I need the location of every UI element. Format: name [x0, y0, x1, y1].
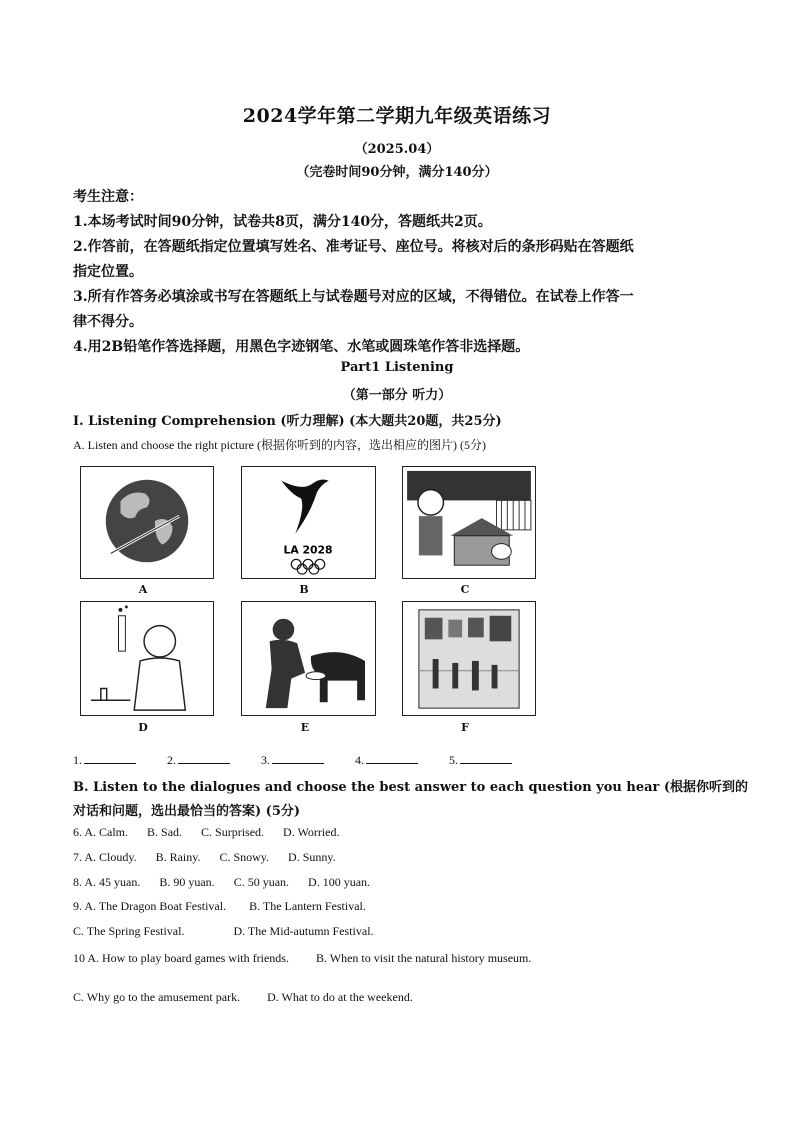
- section-b-heading-1: B. Listen to the dialogues and choose the best answer to each question you hear (根据你听到的: [73, 780, 749, 795]
- part-subtitle: （第一部分 听力）: [342, 388, 452, 403]
- q10-option-c: C. Why go to the amusement park.: [73, 990, 241, 1004]
- notice-item-2-cont: 指定位置。: [73, 264, 143, 280]
- picture-d: [80, 601, 214, 716]
- picture-b: [241, 466, 376, 579]
- answer-blanks: [73, 752, 512, 768]
- q9-option-c: C. The Spring Festival.: [73, 924, 185, 938]
- picture-c: [402, 466, 536, 579]
- exam-date: （2025.04）: [354, 142, 440, 157]
- q10-option-b: B. When to visit the natural history museum.: [315, 951, 532, 965]
- q6-option-b: B. Sad.: [147, 825, 183, 839]
- picture-label-c: C: [460, 583, 470, 596]
- notice-item-1: 1.本场考试时间90分钟，试卷共8页，满分140分，答题纸共2页。: [73, 214, 492, 230]
- answer-blank-4[interactable]: [366, 752, 418, 764]
- notice-item-2: 2.作答前，在答题纸指定位置填写姓名、准考证号、座位号。将核对后的条形码贴在答题纸: [73, 239, 634, 255]
- exam-title: 2024学年第二学期九年级英语练习: [242, 105, 552, 127]
- blank-label-2: 2.: [167, 753, 176, 767]
- answer-blank-5[interactable]: [460, 752, 512, 764]
- q10-option-d: D. What to do at the weekend.: [267, 990, 413, 1004]
- q9-option-d: D. The Mid-autumn Festival.: [233, 924, 374, 938]
- q6-option-d: D. Worried.: [283, 825, 340, 839]
- question-9-line-2: [73, 924, 374, 939]
- section1-heading: I. Listening Comprehension (听力理解) (本大题共20题，共25分): [73, 414, 502, 429]
- picture-f: [402, 601, 536, 716]
- notice-item-4: 4.用2B铅笔作答选择题，用黑色字迹钢笔、水笔或圆珠笔作答非选择题。: [73, 339, 530, 355]
- picture-label-d: D: [138, 721, 148, 734]
- question-10-line-1: [73, 951, 531, 966]
- scientist-illustration: [81, 602, 213, 715]
- feeding-animal-illustration: [242, 602, 375, 715]
- picture-label-b: B: [299, 583, 309, 596]
- picture-a: [80, 466, 214, 579]
- notice-item-3-cont: 律不得分。: [73, 314, 143, 330]
- question-8: [73, 875, 370, 890]
- gallery-illustration: [403, 602, 535, 715]
- boy-doghouse-illustration: [403, 467, 535, 578]
- q6-option-a: 6. A. Calm.: [73, 825, 129, 839]
- notice-item-3: 3.所有作答务必填涂或书写在答题纸上与试卷题号对应的区域，不得错位。在试卷上作答一: [73, 289, 634, 305]
- q7-option-c: C. Snowy.: [219, 850, 270, 864]
- q8-option-a: 8. A. 45 yuan.: [73, 875, 141, 889]
- olympic-rings-icon: [291, 559, 324, 574]
- picture-label-e: E: [300, 721, 310, 734]
- picture-e: [241, 601, 376, 716]
- blank-label-5: 5.: [449, 753, 458, 767]
- q6-option-c: C. Surprised.: [201, 825, 265, 839]
- answer-blank-2[interactable]: [178, 752, 230, 764]
- logo-text: LA 2028: [283, 543, 333, 557]
- exam-time-info: （完卷时间90分钟，满分140分）: [296, 165, 498, 180]
- picture-label-f: F: [461, 721, 469, 734]
- question-9-line-1: [73, 899, 366, 914]
- question-6: [73, 825, 340, 840]
- part-title: Part1 Listening: [340, 360, 454, 375]
- q8-option-b: B. 90 yuan.: [159, 875, 215, 889]
- question-7: [73, 850, 336, 865]
- notice-heading: 考生注意：: [73, 189, 143, 205]
- q9-option-a: 9. A. The Dragon Boat Festival.: [73, 899, 227, 913]
- q7-option-d: D. Sunny.: [288, 850, 336, 864]
- question-10-line-2: [73, 990, 413, 1005]
- answer-blank-3[interactable]: [272, 752, 324, 764]
- q8-option-c: C. 50 yuan.: [233, 875, 290, 889]
- blank-label-3: 3.: [261, 753, 270, 767]
- q7-option-a: 7. A. Cloudy.: [73, 850, 137, 864]
- blank-label-4: 4.: [355, 753, 364, 767]
- picture-label-a: A: [138, 583, 148, 596]
- q7-option-b: B. Rainy.: [155, 850, 201, 864]
- section1-instruction-a: A. Listen and choose the right picture (根据你听到的内容，选出相应的图片) (5分): [73, 438, 486, 452]
- q9-option-b: B. The Lantern Festival.: [249, 899, 366, 913]
- olympic-logo: [242, 467, 375, 578]
- section-b-heading-2: 对话和问题，选出最恰当的答案) (5分): [73, 804, 301, 819]
- answer-blank-1[interactable]: [84, 752, 136, 764]
- q10-option-a: 10 A. How to play board games with friends.: [73, 951, 289, 965]
- globe-illustration: [81, 467, 213, 578]
- blank-label-1: 1.: [73, 753, 82, 767]
- q8-option-d: D. 100 yuan.: [308, 875, 371, 889]
